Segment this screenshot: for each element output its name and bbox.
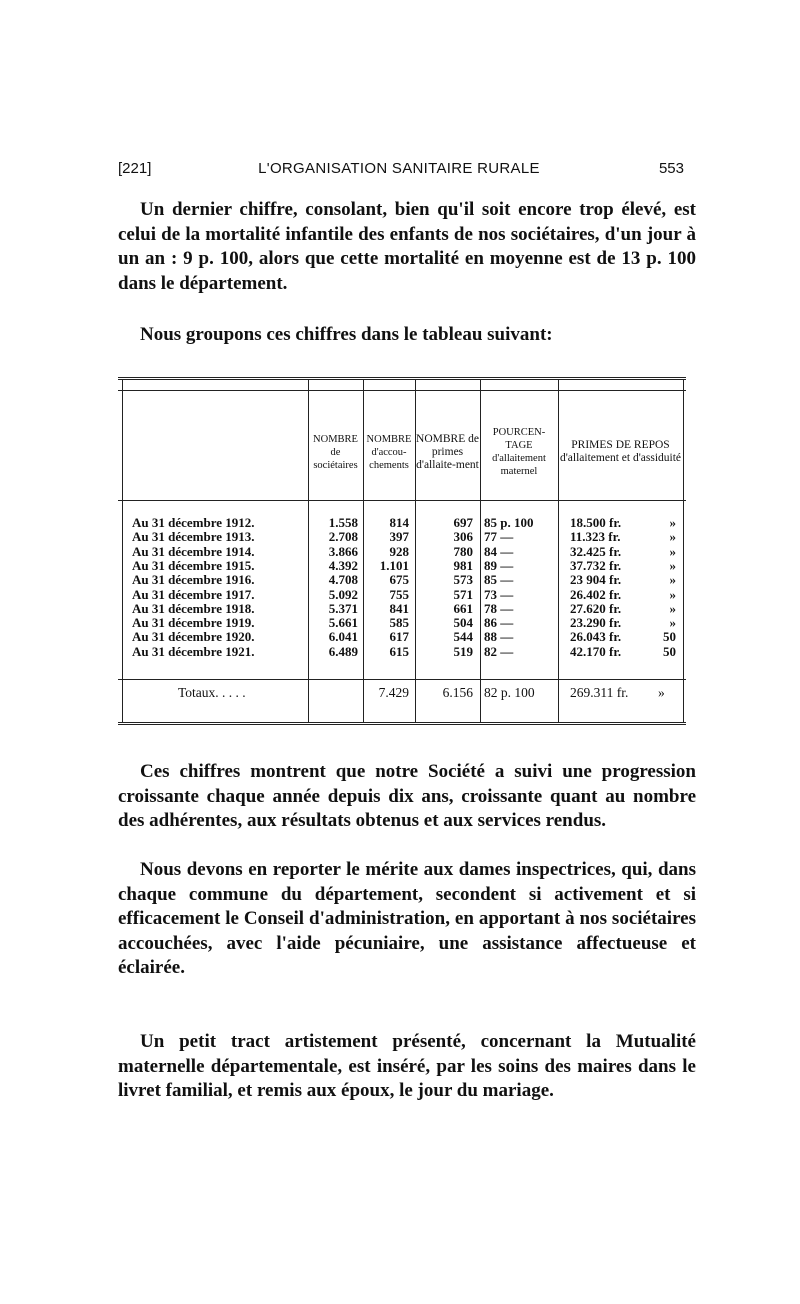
paragraph-table-intro: Nous groupons ces chiffres dans le tableau suivant: bbox=[140, 324, 553, 345]
cell-accouchements: 928 bbox=[389, 543, 409, 559]
running-header bbox=[118, 160, 684, 182]
header-societaires: NOMBRE de sociétaires bbox=[313, 433, 358, 471]
cell-pourcentage: 82 — bbox=[484, 643, 514, 659]
cell-accouchements: 615 bbox=[389, 643, 409, 659]
paragraph-inspectrices: Nous devons en reporter le mérite aux dames inspectrices, qui, dans chaque commune du département, secondent si activement et si efficacement le Conseil d'administration, en apportant à nos sociétaires accouchées, avec l'aide pécuniaire, une assistance affectueuse et éclairée. bbox=[118, 859, 696, 978]
totals-accouchements: 7.429 bbox=[378, 685, 409, 700]
cell-centimes: » bbox=[669, 586, 676, 602]
cell-accouchements: 585 bbox=[389, 615, 409, 631]
cell-primes-repos: 26.043 fr. bbox=[570, 629, 622, 645]
cell-societaires: 6.041 bbox=[328, 629, 358, 645]
row-label: Au 31 décembre 1913. bbox=[132, 529, 255, 545]
cell-primes-repos: 37.732 fr. bbox=[570, 557, 622, 573]
running-title: L'ORGANISATION SANITAIRE RURALE bbox=[258, 160, 540, 177]
totals-pourcentage: 82 p. 100 bbox=[484, 685, 535, 700]
totals-primes: 6.156 bbox=[442, 685, 473, 700]
header-primes-repos: PRIMES DE REPOS d'allaitement et d'assiduité bbox=[559, 439, 682, 464]
cell-centimes: » bbox=[669, 515, 676, 530]
row-label: Au 31 décembre 1919. bbox=[132, 615, 255, 631]
paragraph-tract: Un petit tract artistement présenté, concernant la Mutualité maternelle départementale, est inséré, par les soins des maires dans le livret familial, et remis aux époux, le jour du mariage. bbox=[118, 1031, 696, 1101]
cell-primes: 544 bbox=[453, 629, 473, 645]
header-pourcentage: POURCEN-TAGE d'allaitement maternel bbox=[492, 427, 546, 477]
section-number: [221] bbox=[118, 160, 152, 177]
cell-pourcentage: 77 — bbox=[484, 529, 514, 545]
row-label: Au 31 décembre 1918. bbox=[132, 600, 255, 616]
cell-accouchements: 841 bbox=[389, 600, 409, 616]
cell-pourcentage: 78 — bbox=[484, 600, 514, 616]
cell-centimes: » bbox=[669, 600, 676, 616]
cell-pourcentage: 88 — bbox=[484, 629, 514, 645]
cell-societaires: 3.866 bbox=[328, 543, 358, 559]
cell-primes-repos: 11.323 fr. bbox=[570, 529, 621, 545]
cell-primes: 306 bbox=[453, 529, 473, 545]
cell-pourcentage: 73 — bbox=[484, 586, 514, 602]
cell-primes: 519 bbox=[453, 643, 473, 659]
row-label: Au 31 décembre 1914. bbox=[132, 543, 255, 559]
table-rule bbox=[118, 500, 686, 501]
cell-centimes: 50 bbox=[663, 629, 676, 645]
cell-societaires: 4.708 bbox=[328, 572, 358, 588]
cell-societaires: 4.392 bbox=[328, 557, 358, 573]
cell-primes-repos: 32.425 fr. bbox=[570, 543, 622, 559]
cell-accouchements: 755 bbox=[389, 586, 409, 602]
cell-societaires: 5.092 bbox=[328, 586, 358, 602]
cell-pourcentage: 86 — bbox=[484, 615, 514, 631]
cell-accouchements: 1.101 bbox=[379, 557, 409, 573]
cell-primes: 504 bbox=[453, 615, 473, 631]
totals-repos: 269.311 fr. bbox=[570, 685, 629, 700]
cell-societaires: 6.489 bbox=[328, 643, 358, 659]
cell-centimes: 50 bbox=[663, 643, 676, 659]
cell-societaires: 5.371 bbox=[328, 600, 358, 616]
row-label: Au 31 décembre 1917. bbox=[132, 586, 255, 602]
table-rule bbox=[683, 380, 684, 722]
cell-primes: 571 bbox=[453, 586, 473, 602]
cell-centimes: » bbox=[669, 529, 676, 545]
cell-primes-repos: 27.620 fr. bbox=[570, 600, 622, 616]
cell-primes: 573 bbox=[453, 572, 473, 588]
cell-primes-repos: 18.500 fr. bbox=[570, 515, 622, 530]
paragraph-progression: Ces chiffres montrent que notre Société a suivi une progression croissante chaque année depuis dix ans, croissante quant au nombre des adhérentes, aux résultats obtenus et aux services rendus. bbox=[118, 761, 696, 831]
page-number: 553 bbox=[658, 160, 684, 177]
totals-centimes: » bbox=[658, 685, 665, 700]
cell-pourcentage: 84 — bbox=[484, 543, 514, 559]
header-primes: NOMBRE de primes d'allaite-ment bbox=[416, 432, 479, 471]
cell-primes: 697 bbox=[453, 515, 473, 530]
cell-primes-repos: 23.290 fr. bbox=[570, 615, 622, 631]
cell-primes: 780 bbox=[453, 543, 473, 559]
cell-societaires: 1.558 bbox=[328, 515, 358, 530]
cell-pourcentage: 89 — bbox=[484, 557, 514, 573]
cell-centimes: » bbox=[669, 572, 676, 588]
row-label: Au 31 décembre 1915. bbox=[132, 557, 255, 573]
header-accouchements: NOMBRE d'accou-chements bbox=[366, 433, 412, 471]
cell-centimes: » bbox=[669, 557, 676, 573]
row-label: Au 31 décembre 1920. bbox=[132, 629, 255, 645]
cell-primes: 981 bbox=[453, 557, 473, 573]
table-rule bbox=[122, 380, 123, 722]
cell-primes: 661 bbox=[453, 600, 473, 616]
row-label: Au 31 décembre 1921. bbox=[132, 643, 255, 659]
cell-accouchements: 397 bbox=[389, 529, 409, 545]
cell-accouchements: 675 bbox=[389, 572, 409, 588]
cell-pourcentage: 85 p. 100 bbox=[484, 515, 534, 530]
cell-primes-repos: 23 904 fr. bbox=[570, 572, 622, 588]
paragraph-mortality: Un dernier chiffre, consolant, bien qu'il soit encore trop élevé, est celui de la mortalité infantile des enfants de nos sociétaires, d'un jour à un an : 9 p. 100, alors que cette mortalité en moyenne est de 13 p. 100 dans le département. bbox=[118, 199, 696, 294]
cell-societaires: 2.708 bbox=[328, 529, 358, 545]
cell-primes-repos: 26.402 fr. bbox=[570, 586, 622, 602]
cell-centimes: » bbox=[669, 615, 676, 631]
row-label: Au 31 décembre 1912. bbox=[132, 515, 255, 530]
statistics-table bbox=[118, 377, 686, 725]
table-rule bbox=[118, 390, 686, 391]
cell-centimes: » bbox=[669, 543, 676, 559]
table-rule bbox=[118, 679, 686, 680]
row-label: Au 31 décembre 1916. bbox=[132, 572, 255, 588]
totals-label: Totaux. . . . . bbox=[178, 685, 246, 700]
cell-societaires: 5.661 bbox=[328, 615, 358, 631]
cell-accouchements: 617 bbox=[389, 629, 409, 645]
cell-pourcentage: 85 — bbox=[484, 572, 514, 588]
cell-accouchements: 814 bbox=[389, 515, 409, 530]
cell-primes-repos: 42.170 fr. bbox=[570, 643, 622, 659]
